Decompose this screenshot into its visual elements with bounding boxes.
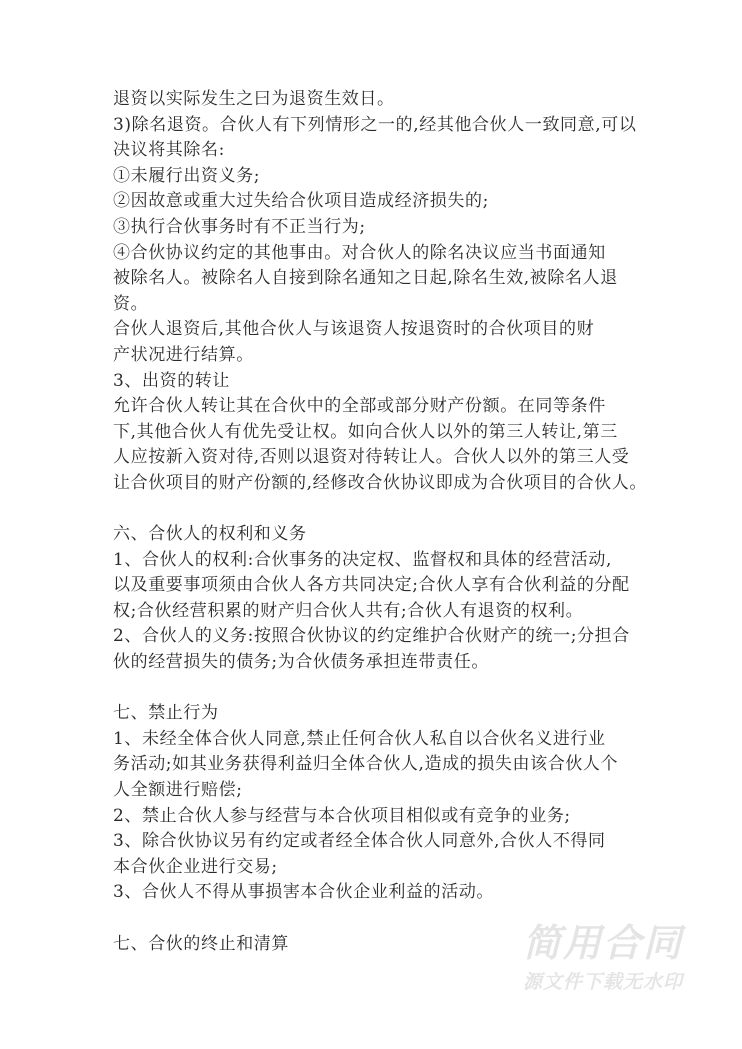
subsection-heading: 3、出资的转让 <box>113 370 231 391</box>
text-line: 资。 <box>113 293 149 314</box>
blank-line <box>113 497 713 523</box>
text-line: 人全额进行赔偿; <box>113 780 243 801</box>
text-line: 权;合伙经营积累的财产归合伙人共有;合伙人有退资的权利。 <box>113 600 584 621</box>
list-item: ①未履行出资义务; <box>113 165 261 186</box>
list-item: ②因故意或重大过失给合伙项目造成经济损失的; <box>113 191 489 212</box>
text-line: 2、合伙人的义务:按照合伙协议的约定维护合伙财产的统一;分担合 <box>113 626 630 647</box>
text-line: 人应按新入资对待,否则以退资对待转让人。合伙人以外的第三人受 <box>113 447 630 468</box>
text-line: 1、合伙人的权利:合伙事务的决定权、监督权和具体的经营活动, <box>113 549 612 570</box>
text-line: 退资以实际发生之曰为退资生效日。 <box>113 89 395 109</box>
watermark-subtext: 源文件下载无水印 <box>522 971 683 993</box>
document-page <box>113 87 713 957</box>
text-line: 产状况进行结算。 <box>113 344 254 365</box>
text-line: 被除名人。被除名人自接到除名通知之日起,除名生效,被除名人退 <box>113 268 618 289</box>
text-line: 允许合伙人转让其在合伙中的全部或部分财产份额。在同等条件 <box>113 396 606 417</box>
text-line: 伙的经营损失的债务;为合伙债务承担连带责任。 <box>113 652 489 673</box>
section-heading: 七、合伙的终止和清算 <box>113 933 289 954</box>
section-heading: 六、合伙人的权利和义务 <box>113 524 307 545</box>
text-line: 本合伙企业进行交易; <box>113 856 278 877</box>
text-line: 务活动;如其业务获得利益归全体合伙人,造成的损失由该合伙人个 <box>113 754 619 775</box>
text-line: 1、未经全体合伙人同意,禁止任何合伙人私自以合伙名义进行业 <box>113 728 606 749</box>
text-line: 以及重要事项须由合伙人各方共同决定;合伙人享有合伙利益的分配 <box>113 575 630 596</box>
list-item: ④合伙协议约定的其他事由。对合伙人的除名决议应当书面通知 <box>113 242 606 263</box>
text-line: 下,其他合伙人有优先受让权。如向合伙人以外的第三人转让,第三 <box>113 421 618 442</box>
text-line: 3、合伙人不得从事损害本合伙企业利益的活动。 <box>113 882 495 903</box>
watermark <box>513 922 693 996</box>
watermark-logo-text: 简用合同 <box>522 921 683 965</box>
text-line: 2、禁止合伙人参与经营与本合伙项目相似或有竞争的业务; <box>113 805 571 826</box>
text-line: 3、除合伙协议另有约定或者经全体合伙人同意外,合伙人不得同 <box>113 831 606 852</box>
section-heading: 七、禁止行为 <box>113 703 219 724</box>
blank-line <box>113 676 713 702</box>
text-line: 让合伙项目的财产份额的,经修改合伙协议即成为合伙项目的合伙人。 <box>113 472 648 493</box>
text-line: 3)除名退资。合伙人有下列情形之一的,经其他合伙人一致同意,可以 <box>113 114 637 135</box>
list-item: ③执行合伙事务时有不正当行为; <box>113 216 366 237</box>
text-line: 合伙人退资后,其他合伙人与该退资人按退资时的合伙项目的财 <box>113 319 595 340</box>
text-line: 决议将其除名: <box>113 140 225 161</box>
